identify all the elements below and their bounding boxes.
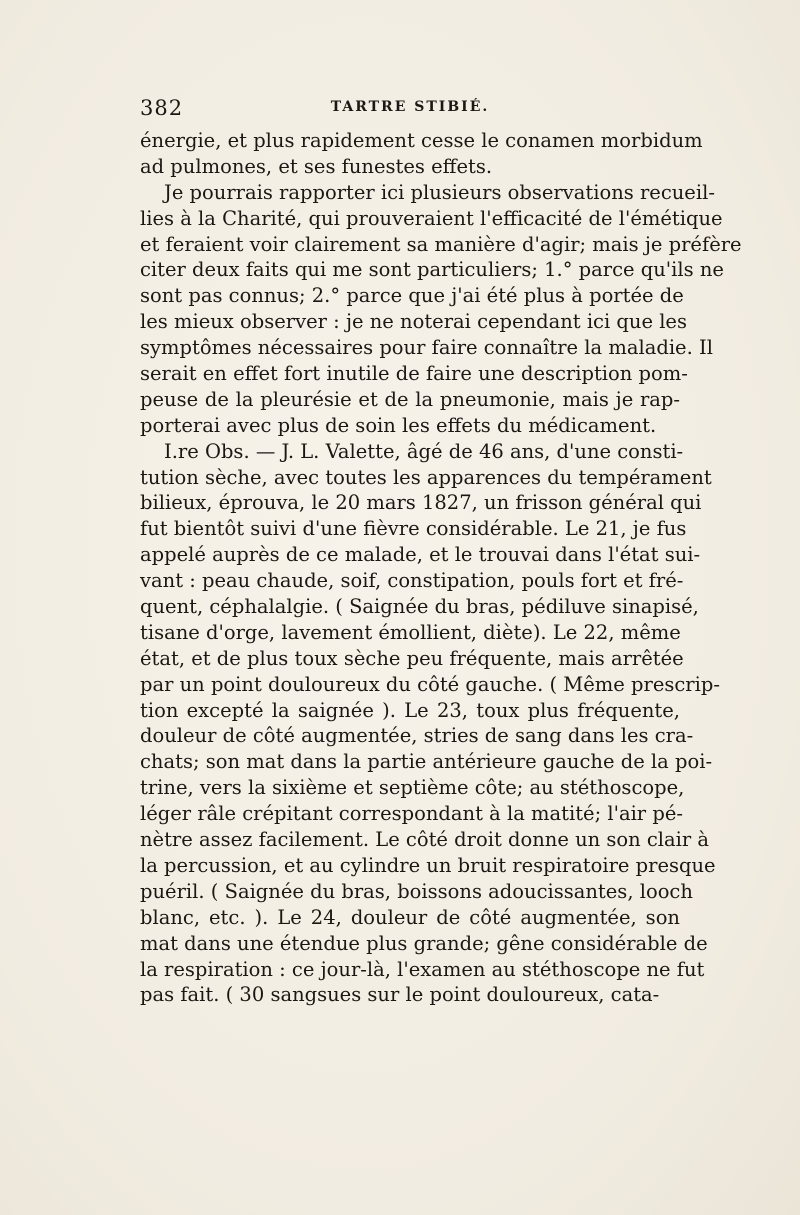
text-line-10: serait en effet fort inutile de faire une description pom-	[140, 362, 688, 386]
text-line-26: trine, vers la sixième et septième côte; au stéthoscope,	[140, 776, 685, 800]
text-line-14: tution sèche, avec toutes les apparences du tempérament	[140, 465, 712, 489]
text-line-34: pas fait. ( 30 sangsues sur le point douloureux, cata-	[140, 983, 660, 1007]
page-number: 382	[140, 96, 184, 120]
text-line-7: sont pas connus; 2.° parce que j'ai été plus à portée de	[140, 284, 684, 308]
text-line-30: puéril. ( Saignée du bras, boissons adoucissantes, looch	[140, 879, 693, 903]
text-line-15: bilieux, éprouva, le 20 mars 1827, un frisson général qui	[140, 491, 702, 515]
text-line-22: par un point douloureux du côté gauche. ( Même prescrip-	[140, 672, 720, 696]
text-line-19: quent, céphalalgie. ( Saignée du bras, pédiluve sinapisé,	[140, 595, 699, 619]
text-line-1: énergie, et plus rapidement cesse le conamen morbidum	[140, 129, 703, 152]
text-line-31: blanc, etc. ). Le 24, douleur de côté augmentée, son	[140, 905, 680, 929]
text-line-25: chats; son mat dans la partie antérieure gauche de la poi-	[140, 750, 713, 774]
text-line-24: douleur de côté augmentée, stries de sang dans les cra-	[140, 724, 694, 748]
body-text	[140, 128, 742, 1008]
page-header	[140, 96, 680, 126]
text-line-32: mat dans une étendue plus grande; gêne considérable de	[140, 931, 708, 955]
text-line-12: porterai avec plus de soin les effets du médicament.	[140, 413, 657, 437]
text-line-28: nètre assez facilement. Le côté droit donne un son clair à	[140, 828, 710, 852]
text-line-29: la percussion, et au cylindre un bruit respiratoire presque	[140, 853, 716, 877]
text-line-23: tion excepté la saignée ). Le 23, toux plus fréquente,	[140, 698, 680, 722]
text-line-21: état, et de plus toux sèche peu fréquente, mais arrêtée	[140, 646, 684, 670]
running-title: TARTRE STIBIÉ.	[330, 99, 490, 115]
text-line-9: symptômes nécessaires pour faire connaître la maladie. Il	[140, 336, 713, 360]
text-line-27: léger râle crépitant correspondant à la matité; l'air pé-	[140, 802, 683, 826]
text-line-3: Je pourrais rapporter ici plusieurs observations recueil-	[164, 180, 715, 204]
text-line-11: peuse de la pleurésie et de la pneumonie, mais je rap-	[140, 387, 680, 411]
text-line-17: appelé auprès de ce malade, et le trouvai dans l'état sui-	[140, 543, 701, 567]
text-line-33: la respiration : ce jour-là, l'examen au stéthoscope ne fut	[140, 957, 705, 981]
text-line-4: lies à la Charité, qui prouveraient l'efficacité de l'émétique	[140, 206, 723, 230]
text-line-5: et feraient voir clairement sa manière d'agir; mais je préfère	[140, 232, 742, 256]
text-line-16: fut bientôt suivi d'une fièvre considérable. Le 21, je fus	[140, 517, 687, 541]
text-line-13: I.re Obs. — J. L. Valette, âgé de 46 ans, d'une consti-	[164, 439, 684, 463]
text-line-8: les mieux observer : je ne noterai cependant ici que les	[140, 310, 687, 334]
text-line-18: vant : peau chaude, soif, constipation, pouls fort et fré-	[140, 569, 684, 593]
text-line-20: tisane d'orge, lavement émollient, diète). Le 22, même	[140, 620, 681, 644]
text-line-6: citer deux faits qui me sont particuliers; 1.° parce qu'ils ne	[140, 258, 724, 282]
text-line-2: ad pulmones, et ses funestes effets.	[140, 154, 493, 178]
